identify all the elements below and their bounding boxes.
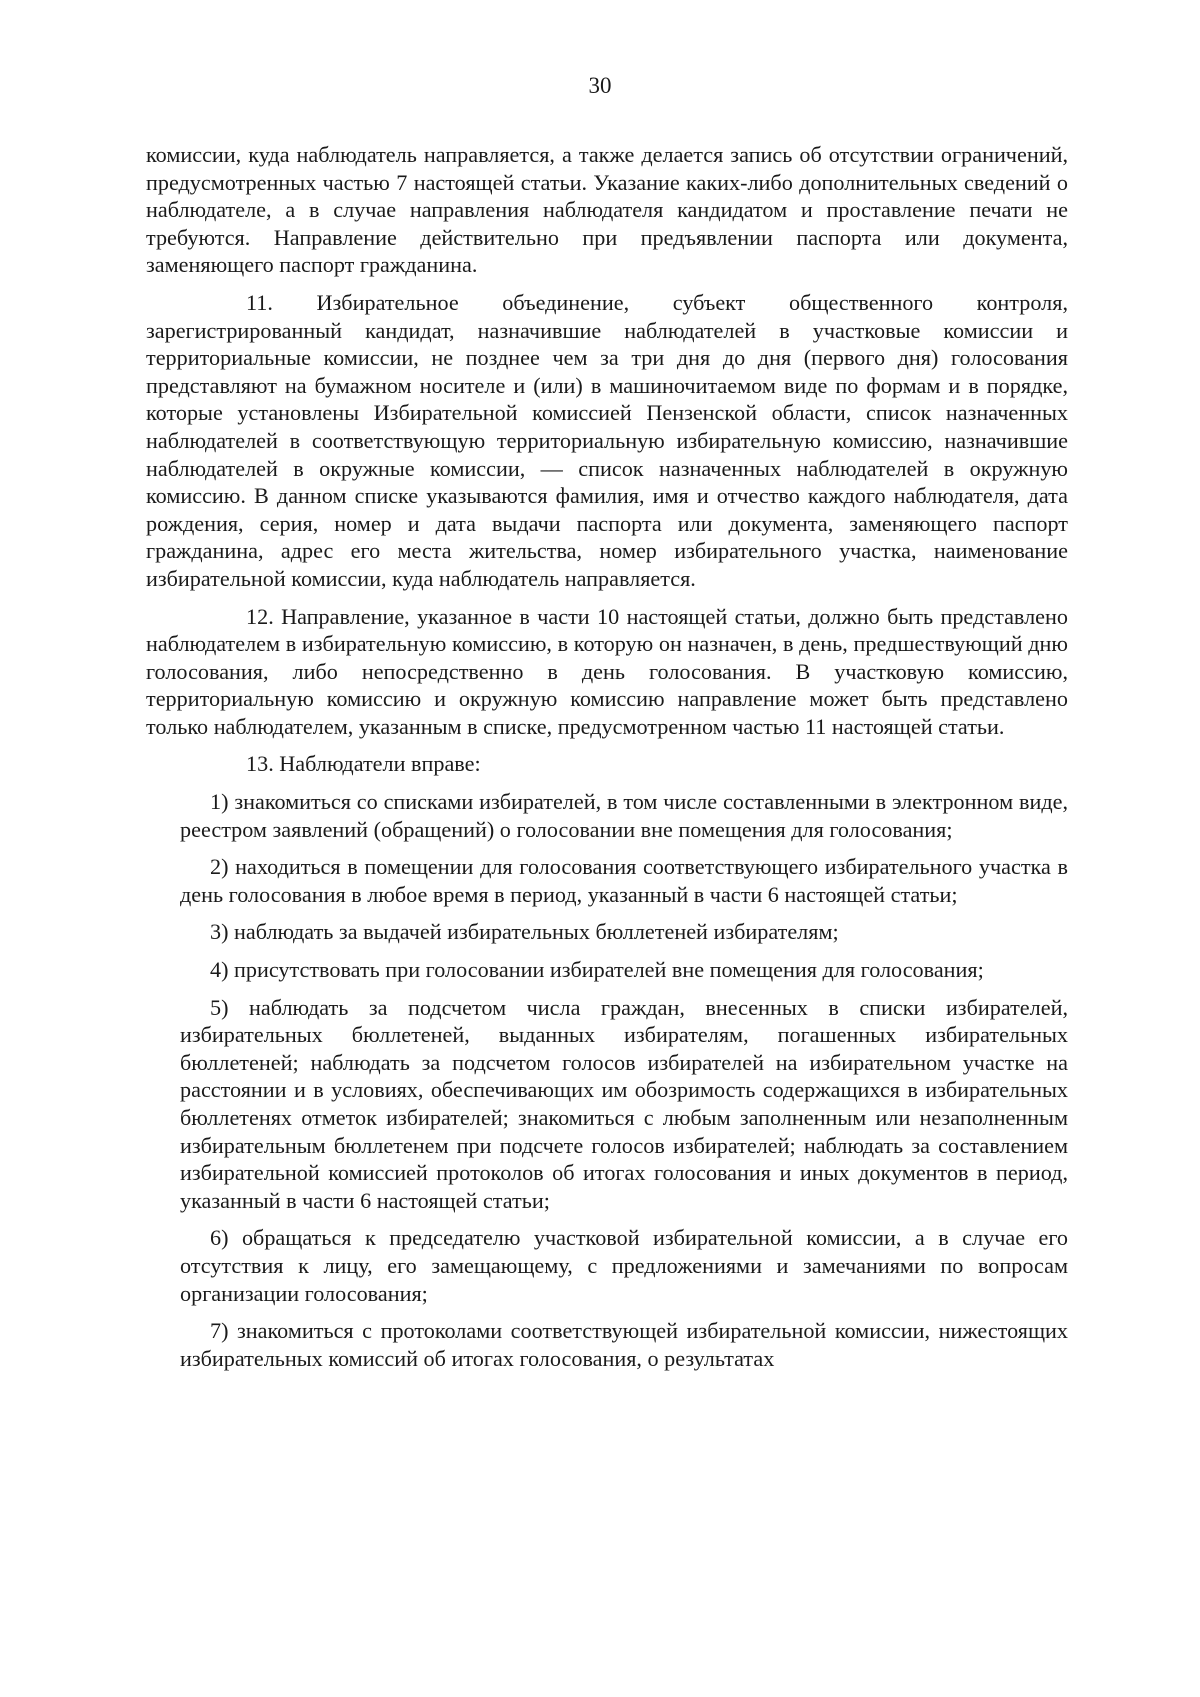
list-item-right-3: 3) наблюдать за выдачей избирательных бюллетеней избирателям; [210,919,839,945]
paragraph-11: 11. Избирательное объединение, субъект общественного контроля, зарегистрированный кандидат, назначившие наблюдателей в участковые комиссии и территориальные комиссии, не позднее чем за три дня до дня (первого дня) голосования представляют на бумажном носителе и (или) в машиночитаемом виде по формам и в порядке, которые установлены Избирательной комиссией Пензенской области, список назначенных наблюдателей в соответствующую территориальную избирательную комиссию, назначившие наблюдателей в окружные комиссии, — список назначенных наблюдателей в окружную комиссию. В данном списке указываются фамилия, имя и отчество каждого наблюдателя, дата рождения, серия, номер и дата выдачи паспорта или документа, заменяющего паспорт гражданина, адрес его места жительства, номер избирательного участка, наименование избирательной комиссии, куда наблюдатель направляется. [146,289,1068,591]
list-item-right-4: 4) присутствовать при голосовании избирателей вне помещения для голосования; [210,957,984,983]
page-number: 30 [588,73,612,98]
list-item-right-7: 7) знакомиться с протоколами соответствующей избирательной комиссии, нижестоящих избирательных комиссий об итогах голосования, о результатах [180,1318,1068,1371]
paragraph-12: 12. Направление, указанное в части 10 настоящей статьи, должно быть представлено наблюдателем в избирательную комиссию, в которую он назначен, в день, предшествующий дню голосования, либо непосредственно в день голосования. В участковую комиссию, территориальную комиссию и окружную комиссию направление может быть представлено только наблюдателем, указанным в списке, предусмотренном частью 11 настоящей статьи. [146,603,1068,739]
list-item-right-2: 2) находиться в помещении для голосования соответствующего избирательного участка в день голосования в любое время в период, указанный в части 6 настоящей статьи; [180,854,1068,907]
paragraph-13: 13. Наблюдатели вправе: [246,751,481,777]
paragraph-continuation: комиссии, куда наблюдатель направляется, а также делается запись об отсутствии ограничений, предусмотренных частью 7 настоящей статьи. Указание каких-либо дополнительных сведений о наблюдателе, а в случае направления наблюдателя кандидатом и проставление печати не требуются. Направление действительно при предъявлении паспорта или документа, заменяющего паспорт гражданина. [146,142,1068,278]
list-item-right-5: 5) наблюдать за подсчетом числа граждан, внесенных в списки избирателей, избирательных бюллетеней, выданных избирателям, погашенных избирательных бюллетеней; наблюдать за подсчетом голосов избирателей на избирательном участке на расстоянии и в условиях, обеспечивающих им обозримость содержащихся в избирательных бюллетенях отметок избирателей; знакомиться с любым заполненным или незаполненным избирательным бюллетенем при подсчете голосов избирателей; наблюдать за составлением избирательной комиссией протоколов об итогах голосования и иных документов в период, указанный в части 6 настоящей статьи; [180,994,1068,1213]
document-body [146,141,1068,1382]
list-item-right-6: 6) обращаться к председателю участковой избирательной комиссии, а в случае его отсутствия к лицу, его замещающему, с предложениями и замечаниями по вопросам организации голосования; [180,1225,1068,1306]
list-item-right-1: 1) знакомиться со списками избирателей, в том числе составленными в электронном виде, реестром заявлений (обращений) о голосовании вне помещения для голосования; [180,789,1068,842]
